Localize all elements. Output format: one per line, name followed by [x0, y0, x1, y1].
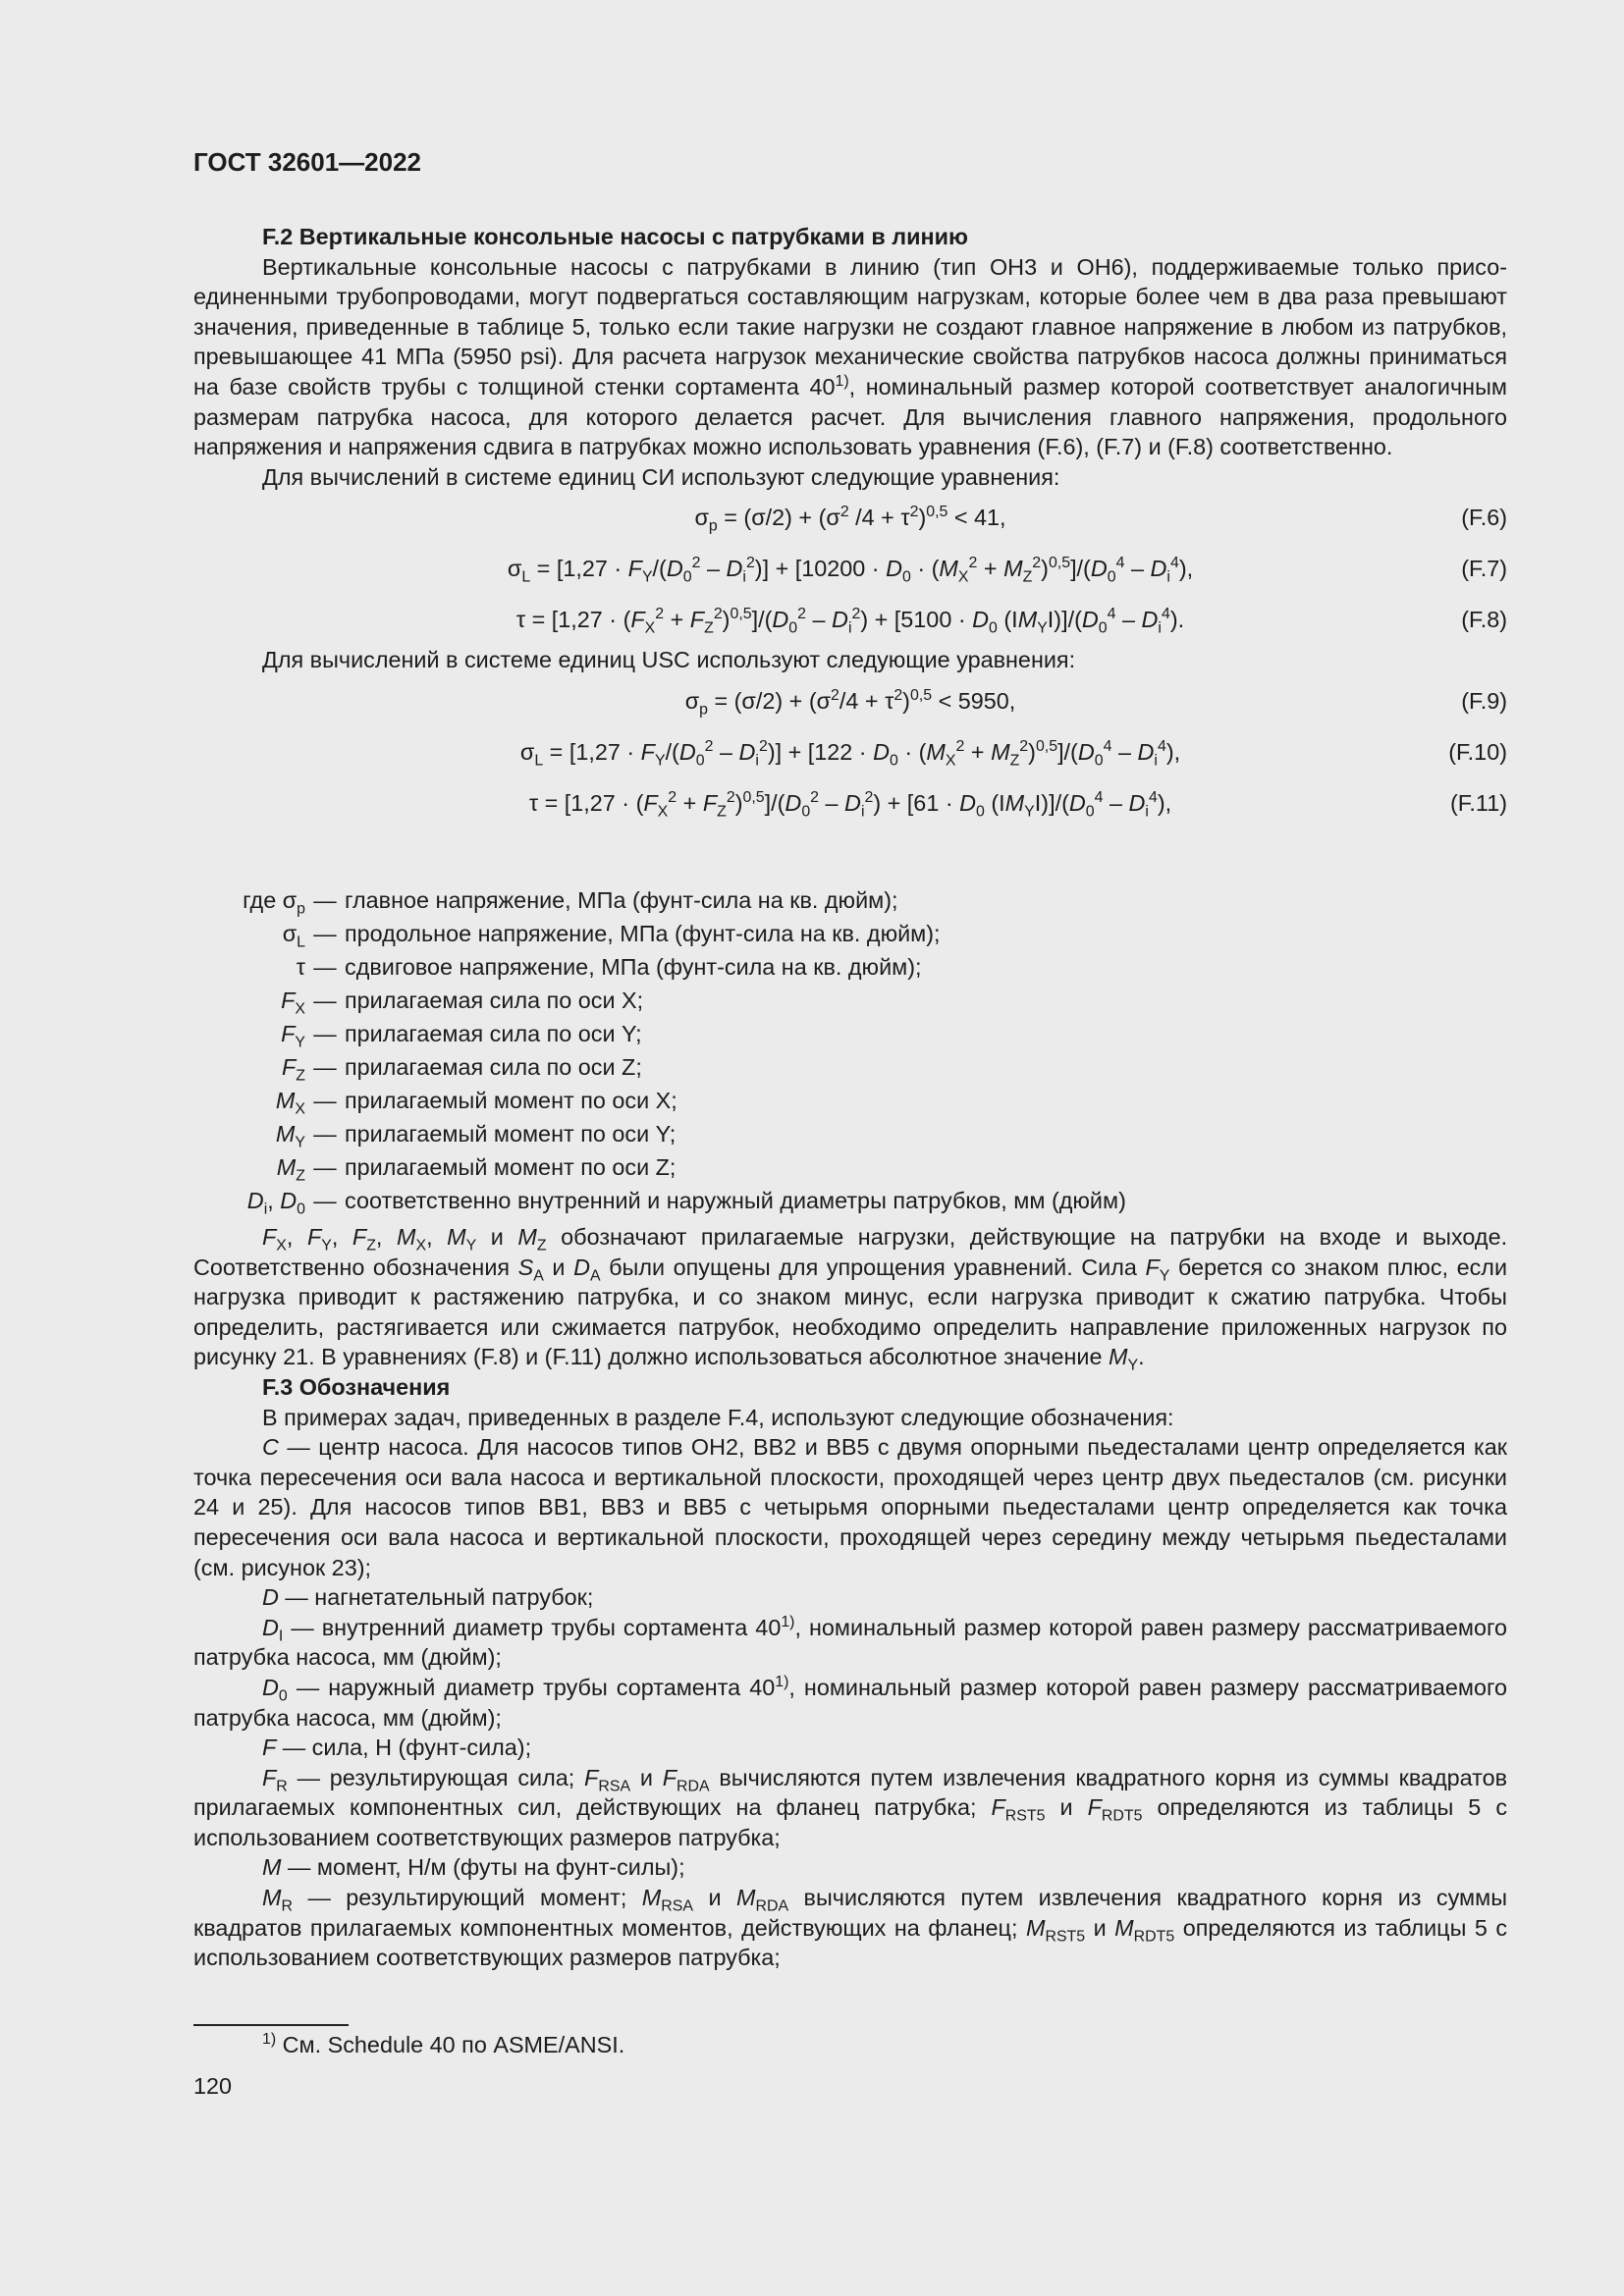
formula-f8: $\tau = [1,27 \cdot (F_X^2 + F_Z^2)^{0,5}]/(D_0^2 - D_i^2) + [5100 \cdot D_0$ $(IM_YI)]/(D_0^4 - D_i^4)$. (F.8) — [193, 594, 1507, 645]
paragraph: Вертикальные консольные насосы с патрубками в линию (тип ОН3 и ОН6), поддерживаемые только присоединенными трубопроводами, могут подвергаться составляющим нагрузкам, которые более чем в два раза превышают значения, приведенные в таблице 5, только если такие нагрузки не создают главное напряжение в любом из патрубков, превышающее 41 МПа (5950 psi). Для расчета нагрузок механические свойства патрубков насоса должны приниматься на базе свойств трубы с толщиной стенки сортамента 40$^{1)}$, номинальный размер которой соответствует аналогичным размерам патрубка насоса, для которого делается расчет. Для вычисления главного напряжения, продольного напряжения и напряжения сдвига в патрубках можно использовать уравнения (F.6), (F.7) и (F.8) соответственно. — [193, 253, 1507, 460]
definition-d: D — нагнетательный патрубок; — [262, 1584, 594, 1611]
footnote-divider — [193, 2024, 349, 2026]
page-number: 120 — [193, 2073, 233, 2099]
definition-row: $F_Z$ — прилагаемая сила по оси Z; — [281, 1054, 642, 1085]
definition-f: F — сила, Н (фунт-сила); — [262, 1735, 532, 1761]
footnote: $^{1)}$ См. Schedule 40 по ASME/ANSI. — [262, 2031, 625, 2057]
definition-row: $M_X$ — прилагаемый момент по оси X; — [275, 1088, 677, 1118]
formula-number: (F.9) — [1461, 687, 1507, 714]
definition-row: $\sigma_L$ — продольное напряжение, МПа (фунт-сила на кв. дюйм); — [282, 921, 941, 951]
formula-number: (F.7) — [1461, 556, 1507, 582]
section-f3-area — [193, 1222, 1507, 1973]
definition-row: где $\sigma_p$ — главное напряжение, МПа (фунт-сила на кв. дюйм); — [243, 887, 898, 918]
definition-row: τ — сдвиговое напряжение, МПа (фунт-сила на кв. дюйм); — [296, 954, 922, 980]
document-title: ГОСТ 32601—2022 — [193, 147, 421, 177]
formula-f7: $\sigma_L = [1,27 \cdot F_Y/(D_0^2 - D_i^2)] + [10200 \cdot D_0 \cdot (M_X^2 + M_Z^2)^{0,5}]/(D_0^4 - D_i^4)$, (F.7) — [193, 543, 1507, 594]
definitions-list — [193, 883, 1273, 1217]
paragraph: $F_X$, $F_Y$, $F_Z$, $M_X$, $M_Y$ и $M_Z$ обозначают прилагаемые нагрузки, действующие на патрубки на входе и выходе. Соответственно обозначения $S_A$ и $D_A$ были опущены для упрощения уравнений. Сила $F_Y$ берется со знаком плюс, если нагрузка приводит к растяжению патрубка, и со знаком минус, если нагрузка приводит к сжатию патрубка. Чтобы определить, растягивается или сжимается патрубок, необходимо определить направление приложенных нагрузок по рисунку 21. В уравнениях (F.8) и (F.11) должно использоваться абсолютное значение $M_Y$. — [193, 1224, 1508, 1375]
formula-f6: $\sigma_p = (\sigma/2) + (\sigma^2$ $/4 + \tau^2)^{0,5} < 41$, (F.6) — [193, 492, 1507, 543]
definition-c: C — центр насоса. Для насосов типов ОН2, ВВ2 и ВВ5 с двумя опорными пьедесталами центр определяется как точка пересечения оси вала насоса и вертикальной плоскости, проходящей через центр двух пьедесталов (см. рисунки 24 и 25). Для насосов типов ВВ1, ВВ3 и ВВ5 с четырьмя опорными пьедесталами центр определяется как точка пересечения оси вала насоса и вертикальной плоскости, проходящей через середину между четырьмя пьедесталами (см. рисунок 23); — [193, 1434, 1508, 1580]
section-f3-heading: F.3 Обозначения — [262, 1373, 451, 1400]
formula-f10: $\sigma_L = [1,27 \cdot F_Y/(D_0^2 - D_i^2)] + [122 \cdot D_0 \cdot (M_X^2 + M_Z^2)^{0,5}]/(D_0^4 - D_i^4)$, (F.10) — [193, 726, 1507, 777]
definition-fr: $F_R$ — результирующая сила; $F_{RSA}$ и $F_{RDA}$ вычисляются путем извлечения квадратного корня из суммы квадратов прилагаемых компонентных сил, действующих на фланец патрубка; $F_{RST5}$ и $F_{RDT5}$ определяются из таблицы 5 с использованием соответствующих размеров патрубка; — [193, 1764, 1508, 1850]
definition-m: M — момент, Н/м (футы на фунт-силы); — [262, 1854, 685, 1881]
formula-number: (F.10) — [1448, 738, 1507, 765]
definition-row: $M_Y$ — прилагаемый момент по оси Y; — [275, 1121, 677, 1151]
formula-f9: $\sigma_p = (\sigma/2) + (\sigma^2/4 + \tau^2)^{0,5} < 5950$, (F.9) — [193, 675, 1507, 726]
definition-row: $F_X$ — прилагаемая сила по оси X; — [281, 988, 644, 1018]
definition-di: $D_I$ — внутренний диаметр трубы сортамента 40$^{1)}$, номинальный размер которой равен размеру рассматриваемого патрубка насоса, мм (дюйм); — [193, 1613, 1507, 1671]
formula-f11: $\tau = [1,27 \cdot (F_X^2 + F_Z^2)^{0,5}]/(D_0^2 - D_i^2) + [61 \cdot D_0$ $(IM_YI)]/(D_0^4 - D_i^4)$, (F.11) — [193, 777, 1507, 828]
formula-number: (F.8) — [1461, 607, 1507, 633]
si-intro: Для вычислений в системе единиц СИ используют следующие уравнения: — [262, 463, 1060, 490]
usc-intro: Для вычислений в системе единиц USC используют следующие уравнения: — [262, 647, 1076, 673]
paragraph: В примерах задач, приведенных в разделе F.4, используют следующие обозначения: — [262, 1404, 1174, 1430]
definition-mr: $M_R$ — результирующий момент; $M_{RSA}$ и $M_{RDA}$ вычисляются путем извлечения квадратного корня из суммы квадратов прилагаемых компонентных моментов, действующих на фланец; $M_{RST5}$ и $M_{RDT5}$ определяются из таблицы 5 с использованием соответствующих размеров патрубка; — [193, 1885, 1508, 1971]
section-f2-heading: F.2 Вертикальные консольные насосы с патрубками в линию — [262, 224, 968, 249]
definition-row: $M_Z$ — прилагаемый момент по оси Z; — [276, 1154, 677, 1185]
definition-d0: $D_0$ — наружный диаметр трубы сортамента 40$^{1)}$, номинальный размер которой равен размеру рассматриваемого патрубка насоса, мм (дюйм); — [193, 1674, 1508, 1731]
formula-number: (F.6) — [1461, 505, 1507, 531]
definition-row: $F_Y$ — прилагаемая сила по оси Y; — [281, 1021, 642, 1051]
definition-row: $D_i$, $D_0$ — соответственно внутренний и наружный диаметры патрубков, мм (дюйм) — [246, 1188, 1126, 1218]
formula-number: (F.11) — [1449, 789, 1507, 816]
section-f2 — [193, 222, 1507, 828]
